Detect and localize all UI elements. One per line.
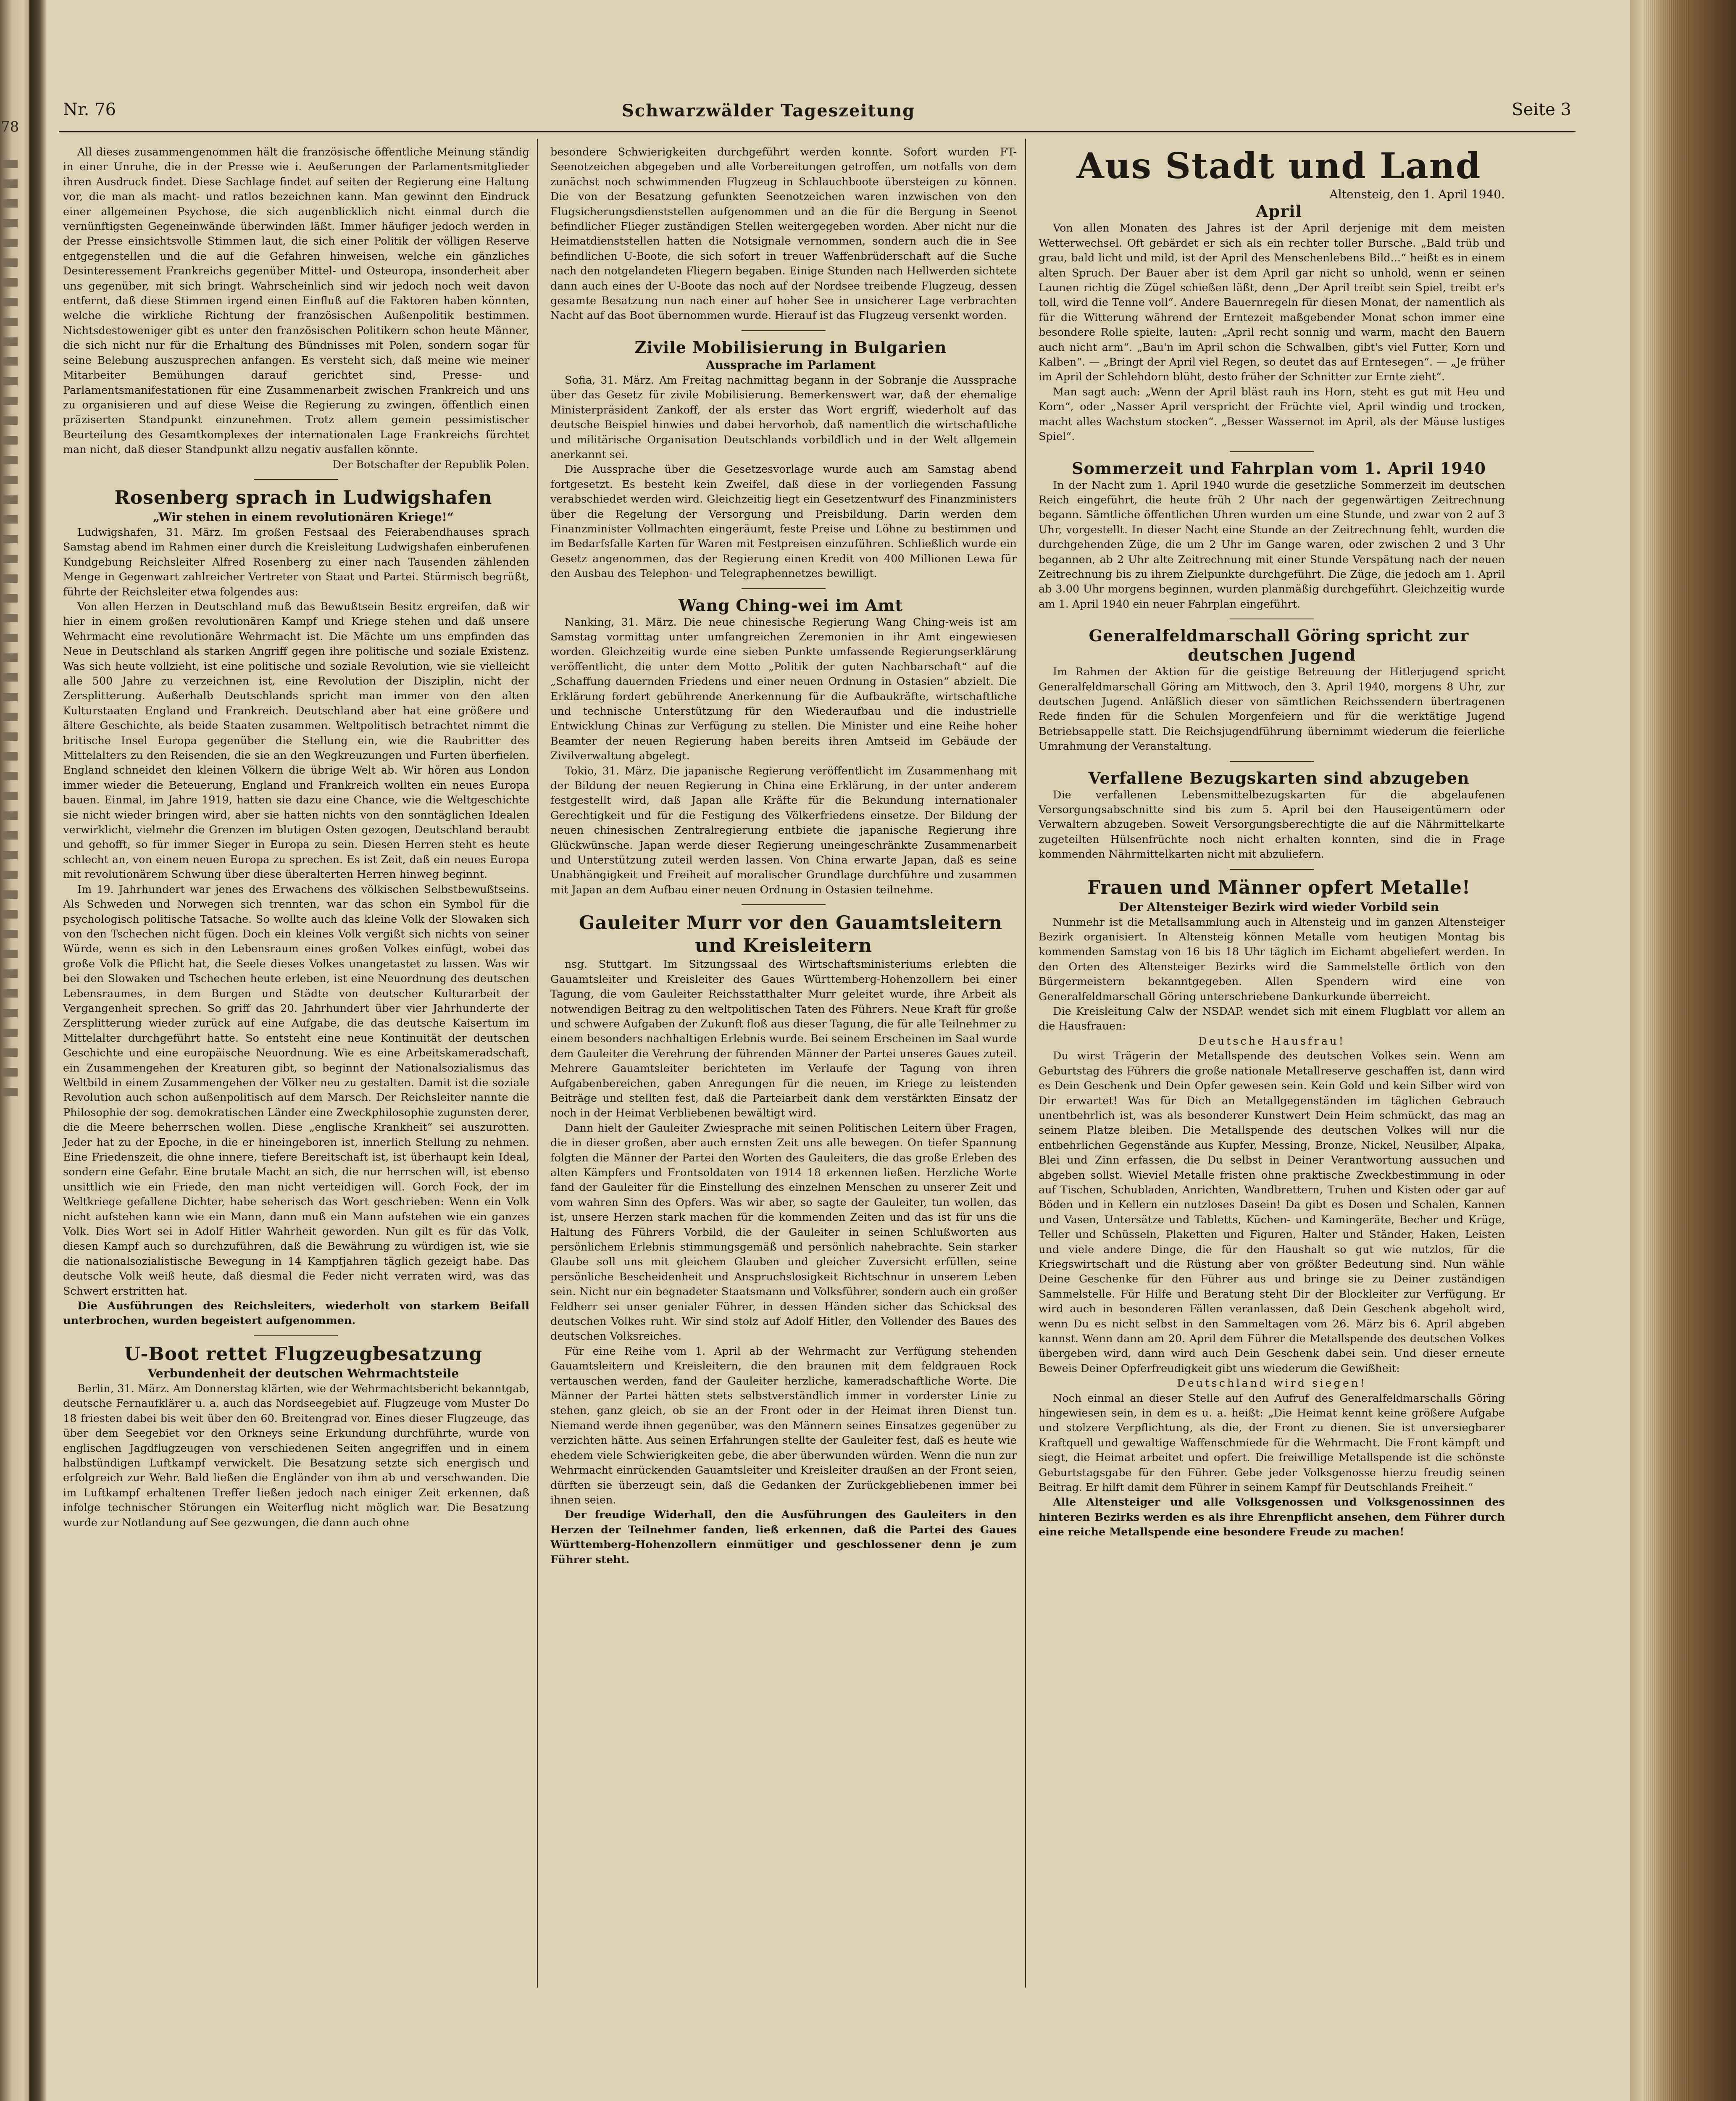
page-number: Seite 3 bbox=[1512, 100, 1571, 119]
article-bulgaria-body-1: Sofia, 31. März. Am Freitag nachmittag begann in der Sobranje die Aussprache über das Gesetz für zivile Mobilisierung. Bemerkenswert war, daß der ehemalige Ministerpräsident Zankoff, der als erster das Wort ergriff, wiederholt auf das deutsche Beispiel hinwies und dabei hervorhob, daß namentlich die wirtschaftliche und militärische Organisation Deutschlands vorbildlich und in der Welt allgemein anerkannt sei. bbox=[550, 374, 1017, 461]
headline-bulgaria: Zivile Mobilisierung in Bulgarien bbox=[634, 337, 947, 357]
subheadline-bulgaria: Aussprache im Parlament bbox=[706, 358, 876, 372]
article-metalle-goering-quote: Noch einmal an dieser Stelle auf den Aufruf des Generalfeldmarschalls Göring hingewiesen sein, in dem es u. a. heißt: „Die Heimat kennt keine größere Aufgabe und stolzere Verpflichtung, als die, der Front zu dienen. Sie ist unversiegbarer Kraftquell und gewaltige Waffenschmiede für die Wehrmacht. Die Front kämpft und siegt, die Heimat arbeitet und opfert. Die freiwillige Metallspende ist die schönste Geburtstagsgabe für den Führer. Gebe jeder Volksgenosse hierzu freudig seinen Beitrag. Er hilft damit dem Führer in seinem Kampf für Deutschlands Freiheit.“ bbox=[1039, 1392, 1505, 1494]
subheadline-metalle: Der Altensteiger Bezirk wird wieder Vorbild sein bbox=[1119, 900, 1439, 914]
article-wang-body-1: Nanking, 31. März. Die neue chinesische Regierung Wang Ching-weis ist am Samstag vormittag unter umfangreichen Zeremonien in ihr Amt eingewiesen worden. Gleichzeitig wurde eine sieben Punkte umfassende Regierungserklärung veröffentlicht, die unter dem Motto „Politik der guten Nachbarschaft“ auf die „Schaffung dauernden Friedens und einer neuen Ordnung in Ostasien“ abzielt. Die Erklärung fordert gebührende Anerkennung für die Aufbaukräfte, wirtschaftliche und technische Unterstützung für den Wiederaufbau und die industrielle Entwicklung Chinas zur Verfügung zu stellen. Die Minister und eine Reihe hoher Beamter der neuen Regierung haben bereits ihren Amtseid im Gebäude der Zivilverwaltung abgelegt. bbox=[550, 616, 1017, 763]
article-goering-body: Im Rahmen der Aktion für die geistige Betreuung der Hitlerjugend spricht Generalfeldmarschall Göring am Mittwoch, den 3. April 1940, morgens 8 Uhr, zur deutschen Jugend. Anläßlich dieser von sämtlichen Reichssendern übertragenen Rede finden für die Schulen Morgenfeiern und für die werktätige Jugend Betriebsappelle statt. Die Reichsjugendführung übernimmt wiederum die feierliche Umrahmung der Veranstaltung. bbox=[1039, 666, 1505, 753]
book-gutter bbox=[29, 0, 46, 2101]
headline-metalle: Frauen und Männer opfert Metalle! bbox=[1087, 877, 1471, 898]
article-divider bbox=[742, 330, 826, 331]
section-dateline: Altensteig, den 1. April 1940. bbox=[1329, 187, 1505, 201]
newspaper-page bbox=[46, 0, 1630, 2101]
headline-goering-jugend: Generalfeldmarschall Göring spricht zur deutschen Jugend bbox=[1089, 626, 1469, 665]
article-metalle-appeal: Du wirst Trägerin der Metallspende des deutschen Volkes sein. Wenn am Geburtstag des Führers die große nationale Metallreserve geschaffen ist, dann wird es Dein Geschenk und Dein Opfer gewesen sein. Kein Gold und kein Silber wird von Dir erwartet! Was für Dich an Metallgegenständen im täglichen Gebrauch unentbehrlich ist, was als besonderer Kunstwert Dein Heim schmückt, das mag an seinem Platze bleiben. Die Metallspende des deutschen Volkes will nur die entbehrlichen Gegenstände aus Kupfer, Messing, Bronze, Nickel, Neusilber, Alpaka, Blei und Zinn erfassen, die Du selbst in Deiner Verantwortung aussuchen und abgeben sollst. Wieviel Metalle fristen ohne praktische Zweckbestimmung in oder auf Tischen, Schubladen, Anrichten, Wandbrettern, Truhen und Kisten oder gar auf Böden und in Kellern ein nutzloses Dasein! Da gibt es Dosen und Schalen, Kannen und Vasen, Untersätze und Tabletts, Küchen- und Kamingeräte, Becher und Krüge, Teller und Schüsseln, Plaketten und Figuren, Halter und Ständer, Haken, Leisten und viele andere Dinge, die für den Haushalt so gut wie nutzlos, für die Kriegswirtschaft und die Rüstung aber von größter Bedeutung sind. Nun wähle Deine Geschenke für den Führer aus und bringe sie zu Deiner zuständigen Sammelstelle. Für Hilfe und Beratung steht Dir der Blockleiter zur Verfügung. Er wird auch in besonderen Fällen veranlassen, daß Dein Geschenk abgeholt wird, wenn Du es nicht selbst in den Sammeltagen vom 26. März bis 6. April abgeben kannst. Wenn dann am 20. April dem Führer die Metallspende des deutschen Volkes übergeben wird, dann wird auch Dein Geschenk dabei sein. Und dieser erneute Beweis Deiner Opferfreudigkeit gibt uns wiederum die Gewißheit: bbox=[1039, 1050, 1505, 1375]
appeal-heading: Deutsche Hausfrau! bbox=[1198, 1035, 1345, 1048]
article-murr-body-1: nsg. Stuttgart. Im Sitzungssaal des Wirtschaftsministeriums erlebten die Gauamtsleiter und Kreisleiter des Gaues Württemberg-Hohenzollern bei einer Tagung, die vom Gauleiter Reichsstatthalter Murr geleitet wurde, ihre Arbeit als notwendigen Beitrag zu den weltpolitischen Taten des Führers. Neue Kraft für große und schwere Aufgaben der Zukunft floß aus dieser Tagung, die für alle Teilnehmer zu einem besonders nachhaltigen Erlebnis wurde. Bei seinem Erscheinen im Saal wurde dem Gauleiter die Verehrung der führenden Männer der Partei unseres Gaues zuteil. Mehrere Gauamtsleiter berichteten im Verlaufe der Tagung von ihren Aufgabenbereichen, gaben Anregungen für die neuen, im Kriege zu leistenden Beiträge und stellten fest, daß die Parteiarbeit dank dem verstärkten Einsatz der noch in der Heimat Verbliebenen bewältigt wird. bbox=[550, 958, 1017, 1120]
headline-wang-ching-wei: Wang Ching-wei im Amt bbox=[678, 595, 903, 615]
previous-page-edge bbox=[0, 0, 29, 2101]
headline-rosenberg: Rosenberg sprach in Ludwigshafen bbox=[114, 487, 492, 508]
article-polish-ambassador-text: All dieses zusammengenommen hält die französische öffentliche Meinung ständig in einer Unruhe, die in der Presse wie i. Aeußerungen der Parlamentsmitglieder ihren Ausdruck findet. Diese Sachlage findet auf seiten der Regierung eine Haltung vor, die man als macht- und ratlos bezeichnen kann. Man gewinnt den Eindruck einer allgemeinen Psychose, die sich augenblicklich nicht einmal durch die vernünftigsten Gegeneinwände überwinden läßt. Immer häufiger jedoch werden in der Presse einsichtsvolle Stimmen laut, die sich einer Politik der völligen Reserve entgegenstellen und die auf die Gefahren hinweisen, welche ein gänzliches Desinteressement Frankreichs gegenüber Mittel- und Osteuropa, insonderheit aber uns gegenüber, mit sich bringt. Wahrscheinlich sind wir jedoch noch weit davon entfernt, daß diese Stimmen irgend einen Einfluß auf die Faktoren haben könnten, welche die wirkliche Richtung der französischen Außenpolitik bestimmen. Nichtsdestoweniger gibt es unter den französischen Politikern schon heute Männer, die sich nicht nur für die Erhaltung des Bündnisses mit Polen, sondern sogar für seine Belebung auszusprechen anfangen. Es versteht sich, daß meine wie meiner Mitarbeiter Bemühungen darauf gerichtet sind, Presse- und Parlamentsmanifestationen für eine Zusammenarbeit zwischen Frankreich und uns zu organisieren und auf diese Weise die Regierung zu zwingen, öffentlich einen präziserten Standpunkt einzunehmen. Trotz allem gemein pessimistischer Beurteilung des Gesamtkomplexes der internationalen Lage Frankreichs fürchtet man nicht, daß dieser Standpunkt allzu negativ ausfallen könnte. bbox=[63, 146, 529, 456]
article-signature: Der Botschafter der Republik Polen. bbox=[332, 458, 529, 471]
column-rule bbox=[1025, 139, 1026, 1988]
subheadline-u-boot: Verbundenheit der deutschen Wehrmachtsteile bbox=[147, 1366, 459, 1380]
column-1 bbox=[63, 145, 529, 1530]
running-head bbox=[46, 100, 1630, 125]
issue-number: Nr. 76 bbox=[63, 100, 116, 119]
book-page-edges bbox=[1630, 0, 1736, 2101]
article-divider bbox=[254, 479, 338, 480]
article-metalle-body-1: Nunmehr ist die Metallsammlung auch in Altensteig und im ganzen Altensteiger Bezirk organisiert. In Altensteig können Metalle vom heutigen Montag bis kommenden Samstag von 16 bis 18 Uhr täglich im Eichamt abgeliefert werden. In den Orten des Altensteiger Bezirks wird die Sammelstelle örtlich von den Bürgermeistern bekanntgegeben. Allen Spendern wird eine von Generalfeldmarschall Göring unterschriebene Dankurkunde überreicht. bbox=[1039, 916, 1505, 1003]
article-divider bbox=[742, 904, 826, 905]
article-wang-body-2: Tokio, 31. März. Die japanische Regierung veröffentlicht im Zusammenhang mit der Bildung der neuen Regierung in China eine Erklärung, in der unter anderem festgestellt wird, daß Japan alle Kräfte für die Bekundung internationaler Gerechtigkeit und für die Festigung des Völkerfriedens einsetze. Der Bildung der neuen chinesischen Zentralregierung entbiete die japanische Regierung ihre Glückwünsche. Japan werde dieser Regierung uneingeschränkte Zusammenarbeit und Unterstützung zuteil werden lassen. Von China erwarte Japan, daß es seine Unabhängigkeit und Freiheit auf moralischer Grundlage durchführe und zusammen mit Japan an dem Aufbau einer neuen Ordnung in Ostasien teilnehme. bbox=[550, 764, 1017, 896]
article-rosenberg-lead: Ludwigshafen, 31. März. Im großen Festsaal des Feierabendhauses sprach Samstag abend im Rahmen einer durch die Kreisleitung Ludwigshafen einberufenen Kundgebung Reichsleiter Alfred Rosenberg zu einer nach Tausenden zählenden Menge in Gegenwart zahlreicher Vertreter von Staat und Partei. Stürmisch begrüßt, führte der Reichsleiter etwa folgendes aus: bbox=[63, 526, 529, 598]
article-april-body-1: Von allen Monaten des Jahres ist der April derjenige mit dem meisten Wetterwechsel. Oft gebärdet er sich als ein rechter toller Bursche. „Bald trüb und grau, bald licht und mild, ist der April des Menschenlebens Bild...“ heißt es in einem alten Spruch. Der Bauer aber ist dem April gar nicht so unhold, wenn er seinen Launen richtig die Zügel schießen läßt, denn „Der April treibt sein Spiel, treibt er's toll, wird die Tenne voll“. Andere Bauernregeln für diesen Monat, der namentlich als für die Witterung während der Erntezeit maßgebender Monat schon immer eine besondere Rolle spielte, lauten: „April recht sonnig und warm, macht den Bauern auch nicht arm“. „Bau'n im April schon die Schwalben, gibt's viel Futter, Korn und Kalben“. — „Bringt der April viel Regen, so deutet das auf Erntesegen“. — „Je früher im April der Schlehdorn blüht, desto früher der Schnitter zur Ernte zieht“. bbox=[1039, 222, 1505, 384]
previous-page-text-fragments bbox=[2, 160, 27, 1108]
article-april-body-2: Man sagt auch: „Wenn der April bläst rauh ins Horn, steht es gut mit Heu und Korn“, oder „Nasser April verspricht der Früchte viel, April windig und trocken, macht alles Wachstum stocken“. „Besser Wassernot im April, als der Mäuse lustiges Spiel“. bbox=[1039, 385, 1505, 443]
newspaper-title: Schwarzwälder Tageszeitung bbox=[622, 101, 915, 121]
article-murr-closing: Der freudige Widerhall, den die Ausführungen des Gauleiters in den Herzen der Teilnehmer fanden, ließ erkennen, daß die Partei des Gaues Württemberg-Hohenzollern einmütiger und geschlossener denn je zum Führer steht. bbox=[550, 1509, 1017, 1566]
headline-bezugskarten: Verfallene Bezugskarten sind abzugeben bbox=[1088, 768, 1470, 787]
article-divider bbox=[254, 1335, 338, 1336]
previous-page-number: 78 bbox=[1, 118, 19, 135]
headline-u-boot: U-Boot rettet Flugzeugbesatzung bbox=[124, 1343, 483, 1365]
column-2 bbox=[550, 145, 1017, 1567]
article-divider bbox=[1230, 761, 1314, 762]
article-divider bbox=[1230, 869, 1314, 870]
article-bezugskarten-body: Die verfallenen Lebensmittelbezugskarten für die abgelaufenen Versorgungsabschnitte sind bis zum 5. April bei den Hauseigentümern oder Verwaltern abzugeben. Soweit Versorgungsberechtigte die auf die Nährmittelkarte zugeteilten Hülsenfrüchte noch nicht erhalten konnten, sind die in Frage kommenden Nährmittelkarten nicht mit abzuliefern. bbox=[1039, 788, 1505, 861]
article-divider bbox=[742, 588, 826, 589]
article-u-boot-continued: besondere Schwierigkeiten durchgeführt werden konnte. Sofort wurden FT-Seenotzeichen abgegeben und alle Vorbereitungen getroffen, um notfalls von dem zunächst noch schwimmenden Flugzeug in Schlauchboote übersteigen zu können. Die von der Besatzung gefunkten Seenotzeichen waren inzwischen von den Flugsicherungsdienststellen aufgenommen und an die für die Bergung in Seenot befindlicher Flieger zuständigen Stellen weitergegeben worden. Aber nicht nur die Heimatdienststellen hatten die Notsignale vernommen, sondern auch die in See befindlichen U-Boote, die sich sofort in treuer Waffenbrüderschaft auf die Suche nach den notgelandeten Fliegern begaben. Einige Stunden nach Hellwerden sichtete dann auch eines der U-Boote das noch auf der Nordsee treibende Flugzeug, dessen gesamte Besatzung nun nach einer auf hoher See in unsicherer Lage verbrachten Nacht auf das Boot übernommen wurde. Hierauf ist das Flugzeug versenkt worden. bbox=[550, 146, 1017, 322]
header-rule bbox=[59, 131, 1576, 132]
section-title: Aus Stadt und Land bbox=[1076, 145, 1481, 187]
article-metalle-body-2: Die Kreisleitung Calw der NSDAP. wendet sich mit einem Flugblatt vor allem an die Hausfrauen: bbox=[1039, 1005, 1505, 1033]
article-sommerzeit-body: In der Nacht zum 1. April 1940 wurde die gesetzliche Sommerzeit im deutschen Reich eingeführt, die heute früh 2 Uhr nach der gegenwärtigen Zeitrechnung begann. Sämtliche öffentlichen Uhren wurden um eine Stunde, und zwar von 2 auf 3 Uhr, vorgestellt. In dieser Nacht eine Stunde an der Zeitrechnung fehlt, wurden die durchgehenden Züge, die um 2 Uhr im Gange waren, oder zwischen 2 und 3 Uhr begannen, ab 2 Uhr alte Zeitrechnung mit einer Stunde Verspätung nach der neuen Zeitrechnung bis zu ihrem Zielpunkte durchgeführt. Die Züge, die jedoch am 1. April ab 3.00 Uhr morgens beginnen, wurden planmäßig durchgeführt. Gleichzeitig wurde am 1. April 1940 ein neuer Fahrplan eingeführt. bbox=[1039, 479, 1505, 611]
headline-sommerzeit: Sommerzeit und Fahrplan vom 1. April 1940 bbox=[1072, 458, 1486, 478]
article-bulgaria-body-2: Die Aussprache über die Gesetzesvorlage wurde auch am Samstag abend fortgesetzt. Es besteht kein Zweifel, daß diese in der vorliegenden Fassung verabschiedet werden wird. Gleichzeitig liegt ein Gesetzentwurf des Finanzministers über die Regelung der Versorgung und Preisbildung. Darin werden dem Finanzminister Vollmachten eingeräumt, feste Preise und Löhne zu bestimmen und im Bedarfsfalle Karten für Waren mit Festpreisen einzuführen. Schließlich wurde ein Gesetz angenommen, das der Regierung einen Kredit von 400 Millionen Lewa für den Ausbau des Telephon- und Telegraphennetzes bewilligt. bbox=[550, 463, 1017, 580]
appeal-slogan: Deutschland wird siegen! bbox=[1177, 1377, 1367, 1390]
headline-gauleiter-murr: Gauleiter Murr vor den Gauamtsleitern und Kreisleitern bbox=[579, 912, 1003, 957]
article-murr-body-3: Für eine Reihe vom 1. April ab der Wehrmacht zur Verfügung stehenden Gauamtsleitern und Kreisleitern, die den braunen mit dem feldgrauen Rock vertauschen werden, fand der Gauleiter herzliche, kameradschaftliche Worte. Die Männer der Partei hätten stets selbstverständlich immer in vorderster Linie zu stehen, ganz gleich, ob sie an der Front oder in der Heimat ihren Dienst tun. Niemand werde ihnen gegenüber, was den Männern seines Einsatzes gegenüber zu verzichten hätte. Aus seinen Erfahrungen stellte der Gauleiter fest, daß es heute wie ehedem viele Schwierigkeiten gebe, die aber überwunden würden. Wenn die nun zur Wehrmacht einrückenden Gauamtsleiter und Kreisleiter draußen an der Front seien, dürften sie überzeugt sein, daß die Gedanken der Zurückgebliebenen immer bei ihnen seien. bbox=[550, 1345, 1017, 1506]
article-rosenberg-body-1: Von allen Herzen in Deutschland muß das Bewußtsein Besitz ergreifen, daß wir hier in einem großen revolutionären Kampf und Kriege stehen und daß unsere Wehrmacht eine revolutionäre Wehrmacht ist. Die Mächte um uns empfinden das Neue in Deutschland als starken Angriff gegen ihre politische und soziale Existenz. Was sich heute vollzieht, ist eine politische und soziale Revolution, wie sie vielleicht alle 500 Jahre zu verzeichnen ist, eine Revolution der Disziplin, nicht der Zersplitterung. Außerhalb Deutschlands spricht man immer von den alten Kulturstaaten England und Frankreich. Deutschland aber hat eine größere und ältere Geschichte, als beide Staaten zusammen. Weltpolitisch betrachtet nimmt die britische Insel Europa gegenüber die Stellung ein, wie die Raubritter des Mittelalters zu den Reisenden, die sie an den Wegkreuzungen und Furten überfielen. England schneidet den kleinen Völkern die übrige Welt ab. Wir hören aus London immer wieder die Beteuerung, England und Frankreich wollten ein neues Europa bauen. Einmal, im Jahre 1919, hatten sie dazu eine Chance, wie die Weltgeschichte sie nicht wieder bringen wird, aber sie hatten nichts von den sonntäglichen Idealen verwirklicht, vielmehr die Grenzen im blutigen Osten gezogen, Deutschland beraubt und gehofft, so für immer Sieger in Europa zu sein. Diesen Herren steht es heute schlecht an, von einem neuen Europa zu sprechen. Es ist Zeit, daß ein neues Europa mit revolutionärem Schwung über diese überalterten Herren hinweg beginnt. bbox=[63, 600, 529, 881]
article-rosenberg-closing: Die Ausführungen des Reichsleiters, wiederholt von starkem Beifall unterbrochen, wurden begeistert aufgenommen. bbox=[63, 1300, 529, 1327]
article-rosenberg-body-2: Im 19. Jahrhundert war jenes des Erwachens des völkischen Selbstbewußtseins. Als Schweden und Norwegen sich trennten, war das schon ein Symbol für die psychologisch politische Tatsache. So wollte auch das kleine Volk der Slowaken sich von den Tschechen nicht fügen. Doch ein kleines Volk vergißt sich nichts von seiner Würde, wenn es sich in den Lebensraum eines großen Volkes einfügt, wobei das große Volk die Pflicht hat, die Seele dieses Volkes unangetastet zu lassen. Was wir bei den Slowaken und Tschechen heute erleben, ist eine Neuordnung des deutschen Lebensraumes, in dem Burgen und Städte von deutscher Kulturarbeit der Vergangenheit sprechen. So griff das 20. Jahrhundert über vier Jahrhunderte der Zersplitterung wieder zurück auf eine Aufgabe, die das deutsche Kaisertum im Mittelalter durchgeführt hatte. So entsteht eine neue Kontinuität der deutschen Geschichte und eine europäische Neuordnung. Wie es eine Arbeitskameradschaft, ein Zusammengehen der Kreaturen gibt, so beginnt der Nationalsozialismus das Weltbild in einem Zusammengehen der Völker neu zu gestalten. Damit ist die soziale Revolution auch schon außenpolitisch auf dem Marsch. Der Reichsleiter nannte die Philosophie der sog. demokratischen Länder eine Zweckphilosophie zugunsten derer, die die Meere beherrschen wollen. Diese „englische Krankheit“ sei auszurotten. Jeder hat zu der Epoche, in die er hineingeboren ist, innerlich Stellung zu nehmen. Eine Friedenszeit, die ohne innere, tiefere Bereitschaft ist, ist überhaupt kein Ideal, sondern eine Gefahr. Eine brutale Macht an sich, die nur herrschen will, ist ebenso unsittlich wie ein Friede, den man nicht verteidigen will. Gorch Fock, der im Weltkriege gefallene Dichter, habe seherisch das Wort geschrieben: Wenn ein Volk nicht aufstehen kann wie ein Mann, dann muß ein Mann aufstehen wie ein ganzes Volk. Dies Wort sei in Adolf Hitler Wahrheit geworden. Nun gilt es für das Volk, diesen Kampf auch so durchzuführen, daß die Bewährung zu würdigen ist, wie sie die nationalsozialistische Bewegung in 14 Kampfjahren täglich gezeigt habe. Das deutsche Volk weiß heute, daß diesmal die Feder nicht verraten wird, was das Schwert erstritten hat. bbox=[63, 883, 529, 1298]
article-divider bbox=[1230, 451, 1314, 452]
article-murr-body-2: Dann hielt der Gauleiter Zwiesprache mit seinen Politischen Leitern über Fragen, die in dieser großen, aber auch ernsten Zeit uns alle bewegen. On tiefer Spannung folgten die Männer der Partei den Worten des Gauleiters, die das große Erleben des alten Kämpfers und Frontsoldaten von 1914 18 erkennen ließen. Herzliche Worte fand der Gauleiter für die Einstellung des einzelnen Menschen zu unserer Zeit und vom wahren Sinn des Opfers. Was wir aber, so sagte der Gauleiter, tun wollen, das ist, unsere Herzen stark machen für die kommenden Zeiten und das ist für uns die Haltung des Führers Vorbild, die der Gauleiter in seinen Schlußworten aus persönlichem Erlebnis stimmungsgemäß und persönlich nahebrachte. Sein starker Glaube soll uns mit gleichem Glauben und gleicher Zuversicht erfüllen, seine persönliche Bescheidenheit und Anspruchslosigkeit Richtschnur in unserem Leben sein. Nicht nur ein begnadeter Staatsmann und Volksführer, sondern auch ein großer Feldherr sei unser genialer Führer, in dessen Händen sicher das Schicksal des deutschen Volkes ruht. Wir sind stolz auf Adolf Hitler, den Vollender des Baues des deutschen Volksreiches. bbox=[550, 1122, 1017, 1343]
subheadline-rosenberg: „Wir stehen in einem revolutionären Kriege!“ bbox=[153, 510, 454, 524]
column-rule bbox=[537, 139, 538, 1988]
headline-april: April bbox=[1256, 202, 1302, 221]
article-metalle-closing: Alle Altensteiger und alle Volksgenossen und Volksgenossinnen des hinteren Bezirks werden es als ihre Ehrenpflicht ansehen, dem Führer durch eine reiche Metallspende eine besondere Freude zu machen! bbox=[1039, 1496, 1505, 1539]
article-u-boot-body: Berlin, 31. März. Am Donnerstag klärten, wie der Wehrmachtsbericht bekanntgab, deutsche Fernaufklärer u. a. auch das Nordseegebiet auf. Flugzeuge vom Muster Do 18 friesten dabei bis weit über den 60. Breitengrad vor. Eines dieser Flugzeuge, das über dem Seegebiet vor den Orkneys seine Erkundung durchführte, wurde von englischen Jagdflugzeugen von verschiedenen Seiten angegriffen und in einem halbstündigen Luftkampf verwickelt. Die Besatzung setzte sich energisch und erfolgreich zur Wehr. Bald ließen die Engländer von ihm ab und verschwanden. Die im Luftkampf erhaltenen Treffer ließen jedoch nach einiger Zeit erkennen, daß infolge technischer Störungen ein Weiterflug nicht möglich war. Die Besatzung wurde zur Notlandung auf See gezwungen, die dann auch ohne bbox=[63, 1382, 529, 1529]
column-3 bbox=[1039, 145, 1505, 1540]
